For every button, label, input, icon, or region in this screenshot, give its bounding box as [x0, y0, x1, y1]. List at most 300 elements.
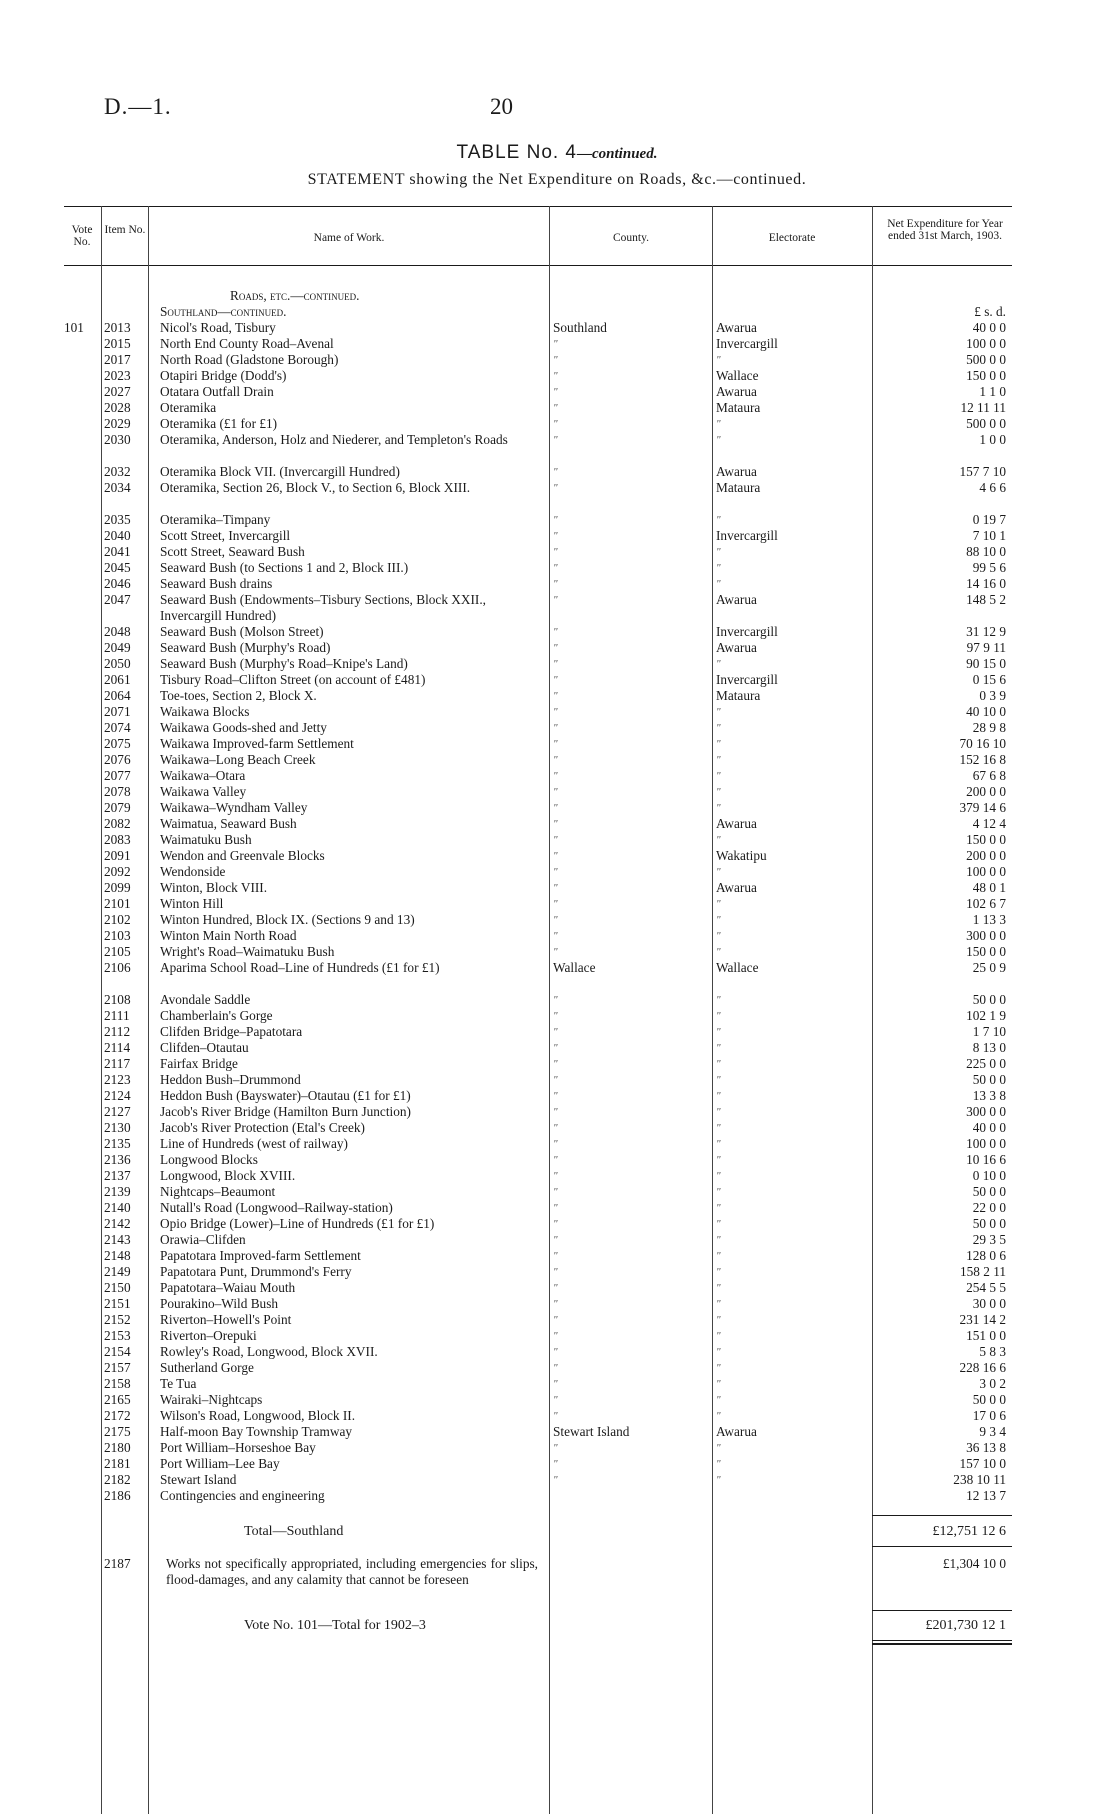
- electorate-cell: ": [716, 1042, 721, 1054]
- county-cell: ": [553, 1442, 558, 1454]
- amount-cell: 4 12 4: [972, 816, 1006, 831]
- amount-cell: 150 0 0: [966, 368, 1006, 383]
- item-number: 2017: [104, 352, 131, 367]
- work-name: Scott Street, Seaward Bush: [160, 544, 305, 559]
- county-cell: ": [553, 530, 558, 542]
- table-row: [0, 848, 1114, 864]
- item-number: 2041: [104, 544, 131, 559]
- item-number: 2061: [104, 672, 131, 687]
- works-label: Works not specifically appropriated, including emergencies for slips, flood-damages, and any calamity that cannot be foreseen: [166, 1556, 538, 1587]
- table-row: [0, 368, 1114, 384]
- amount-cell: 5 8 3: [979, 1344, 1006, 1359]
- total-southland-label: Total—Southland: [244, 1524, 344, 1539]
- table-row: [0, 1088, 1114, 1104]
- electorate-cell: ": [716, 738, 721, 750]
- county-cell: ": [553, 930, 558, 942]
- table-row: [0, 784, 1114, 800]
- electorate-cell: ": [716, 1474, 721, 1486]
- county-cell: ": [553, 946, 558, 958]
- table-row: [0, 1296, 1114, 1312]
- electorate-cell: ": [716, 1218, 721, 1230]
- amount-cell: 12 11 11: [960, 400, 1006, 415]
- county-cell: Southland: [553, 320, 607, 335]
- electorate-cell: Mataura: [716, 688, 761, 703]
- electorate-cell: Invercargill: [716, 528, 778, 543]
- total-southland-row: [0, 1524, 1114, 1540]
- item-number: 2029: [104, 416, 131, 431]
- item-number: 2157: [104, 1360, 131, 1375]
- amount-cell: 48 0 1: [972, 880, 1006, 895]
- table-row: [0, 1216, 1114, 1232]
- works-item-number: 2187: [104, 1556, 131, 1571]
- county-cell: ": [553, 1106, 558, 1118]
- electorate-cell: ": [716, 770, 721, 782]
- county-cell: ": [553, 418, 558, 430]
- works-row: [0, 1556, 1114, 1604]
- item-number: 2101: [104, 896, 131, 911]
- amount-cell: 4 6 6: [979, 480, 1006, 495]
- county-cell: ": [553, 386, 558, 398]
- table-row: [0, 1152, 1114, 1168]
- item-number: 2108: [104, 992, 131, 1007]
- section-roads: [0, 288, 1114, 304]
- work-name: Seaward Bush (Endowments–Tisbury Sections, Block XXII., Invercargill Hundred): [160, 592, 487, 623]
- amount-cell: 12 13 7: [966, 1488, 1006, 1503]
- item-number: 2074: [104, 720, 131, 735]
- amount-cell: 25 0 9: [972, 960, 1006, 975]
- county-cell: ": [553, 1218, 558, 1230]
- county-cell: ": [553, 786, 558, 798]
- electorate-cell: ": [716, 1330, 721, 1342]
- table-row: [0, 816, 1114, 832]
- work-name: Seaward Bush (Murphy's Road): [160, 640, 331, 655]
- item-number: 2149: [104, 1264, 131, 1279]
- works-amount: £1,304 10 0: [942, 1556, 1006, 1571]
- work-name: Nicol's Road, Tisbury: [160, 320, 276, 335]
- table-row: [0, 1136, 1114, 1152]
- amount-cell: 17 0 6: [972, 1408, 1006, 1423]
- table-row: [0, 1184, 1114, 1200]
- electorate-cell: ": [716, 1122, 721, 1134]
- work-name: Riverton–Orepuki: [160, 1328, 257, 1343]
- table-row: [0, 1200, 1114, 1216]
- vote-total-rule-bottom-2: [872, 1643, 1012, 1645]
- county-cell: ": [553, 802, 558, 814]
- table-row: [0, 624, 1114, 640]
- vote-number: 101: [64, 320, 84, 335]
- amount-cell: 150 0 0: [966, 832, 1006, 847]
- electorate-cell: ": [716, 914, 721, 926]
- colhead-item: Item No.: [104, 224, 146, 236]
- item-number: 2049: [104, 640, 131, 655]
- item-number: 2050: [104, 656, 131, 671]
- item-number: 2076: [104, 752, 131, 767]
- electorate-cell: Awarua: [716, 1424, 757, 1439]
- item-number: 2023: [104, 368, 131, 383]
- table-row: [0, 1360, 1114, 1376]
- county-cell: ": [553, 1378, 558, 1390]
- table-row: [0, 1040, 1114, 1056]
- work-name: Scott Street, Invercargill: [160, 528, 291, 543]
- county-cell: ": [553, 674, 558, 686]
- vote-total-label: Vote No. 101—Total for 1902–3: [244, 1618, 426, 1633]
- electorate-cell: ": [716, 1362, 721, 1374]
- work-name: Heddon Bush–Drummond: [160, 1072, 301, 1087]
- table-row: [0, 720, 1114, 736]
- work-name: Winton, Block VIII.: [160, 880, 268, 895]
- amount-cell: 200 0 0: [966, 848, 1006, 863]
- item-number: 2103: [104, 928, 131, 943]
- item-number: 2139: [104, 1184, 131, 1199]
- electorate-cell: ": [716, 1026, 721, 1038]
- item-number: 2013: [104, 320, 131, 335]
- colhead-county: County.: [613, 232, 649, 244]
- table-row: [0, 1456, 1114, 1472]
- county-cell: ": [553, 754, 558, 766]
- table-row: [0, 1328, 1114, 1344]
- table-row: [0, 464, 1114, 480]
- county-cell: ": [553, 994, 558, 1006]
- item-number: 2151: [104, 1296, 131, 1311]
- electorate-cell: ": [716, 562, 721, 574]
- amount-cell: 67 6 8: [972, 768, 1006, 783]
- electorate-cell: ": [716, 1394, 721, 1406]
- table-row: [0, 1120, 1114, 1136]
- electorate-cell: Wallace: [716, 368, 759, 383]
- amount-cell: 36 13 8: [966, 1440, 1006, 1455]
- total-southland-rule: [872, 1515, 1012, 1516]
- county-cell: ": [553, 338, 558, 350]
- amount-cell: 150 0 0: [966, 944, 1006, 959]
- table-row: [0, 768, 1114, 784]
- amount-cell: 152 16 8: [959, 752, 1006, 767]
- table-row: [0, 912, 1114, 928]
- colhead-name: Name of Work.: [313, 232, 385, 244]
- amount-cell: 238 10 11: [953, 1472, 1006, 1487]
- amount-cell: 0 3 9: [979, 688, 1006, 703]
- county-cell: ": [553, 1346, 558, 1358]
- amount-cell: 90 15 0: [966, 656, 1006, 671]
- table-row: [0, 1232, 1114, 1248]
- item-number: 2182: [104, 1472, 131, 1487]
- electorate-cell: Wallace: [716, 960, 759, 975]
- county-cell: ": [553, 1458, 558, 1470]
- electorate-cell: ": [716, 514, 721, 526]
- table-row: [0, 512, 1114, 528]
- amount-cell: 50 0 0: [972, 1392, 1006, 1407]
- work-name: Riverton–Howell's Point: [160, 1312, 292, 1327]
- county-cell: ": [553, 466, 558, 478]
- item-number: 2152: [104, 1312, 131, 1327]
- electorate-cell: ": [716, 1250, 721, 1262]
- county-cell: ": [553, 642, 558, 654]
- county-cell: ": [553, 1010, 558, 1022]
- county-cell: ": [553, 514, 558, 526]
- county-cell: ": [553, 866, 558, 878]
- electorate-cell: ": [716, 1442, 721, 1454]
- work-name: Contingencies and engineering: [160, 1488, 325, 1503]
- electorate-cell: ": [716, 578, 721, 590]
- work-name: Oteramika, Section 26, Block V., to Section 6, Block XIII.: [160, 480, 471, 495]
- amount-cell: 7 10 1: [972, 528, 1006, 543]
- item-number: 2154: [104, 1344, 131, 1359]
- electorate-cell: ": [716, 1314, 721, 1326]
- county-cell: Stewart Island: [553, 1424, 630, 1439]
- amount-cell: 300 0 0: [966, 1104, 1006, 1119]
- electorate-cell: ": [716, 1138, 721, 1150]
- electorate-cell: ": [716, 354, 721, 366]
- amount-cell: 158 2 11: [959, 1264, 1006, 1279]
- amount-cell: 30 0 0: [972, 1296, 1006, 1311]
- county-cell: ": [553, 402, 558, 414]
- table-row: [0, 1408, 1114, 1424]
- work-name: Winton Hill: [160, 896, 224, 911]
- electorate-cell: ": [716, 1234, 721, 1246]
- amount-cell: 50 0 0: [972, 1216, 1006, 1231]
- electorate-cell: ": [716, 834, 721, 846]
- work-name: Wright's Road–Waimatuku Bush: [160, 944, 335, 959]
- vote-total-rule-top: [872, 1610, 1012, 1611]
- electorate-cell: Awarua: [716, 816, 757, 831]
- work-name: Oteramika–Timpany: [160, 512, 271, 527]
- table-row: [0, 432, 1114, 464]
- work-name: North Road (Gladstone Borough): [160, 352, 339, 367]
- amount-cell: 379 14 6: [959, 800, 1006, 815]
- table-title-main: TABLE No. 4: [456, 142, 578, 163]
- work-name: Heddon Bush (Bayswater)–Otautau (£1 for £1): [160, 1088, 411, 1103]
- county-cell: ": [553, 1138, 558, 1150]
- work-name: Half-moon Bay Township Tramway: [160, 1424, 352, 1439]
- work-name: Jacob's River Bridge (Hamilton Burn Junction): [160, 1104, 411, 1119]
- doc-reference: D.—1.: [104, 94, 172, 119]
- county-cell: ": [553, 1154, 558, 1166]
- amount-cell: 228 16 6: [959, 1360, 1006, 1375]
- table-title: [0, 142, 1114, 164]
- section-southland-label: Southland—continued.: [160, 304, 287, 319]
- table-row: [0, 544, 1114, 560]
- work-name: Winton Main North Road: [160, 928, 297, 943]
- work-name: Wairaki–Nightcaps: [160, 1392, 263, 1407]
- amount-cell: 40 0 0: [972, 320, 1006, 335]
- item-number: 2143: [104, 1232, 131, 1247]
- item-number: 2106: [104, 960, 131, 975]
- work-name: Longwood Blocks: [160, 1152, 258, 1167]
- table-row: [0, 1472, 1114, 1488]
- table-row: [0, 832, 1114, 848]
- electorate-cell: ": [716, 706, 721, 718]
- county-cell: ": [553, 834, 558, 846]
- item-number: 2047: [104, 592, 131, 607]
- county-cell: ": [553, 658, 558, 670]
- work-name: Seaward Bush (to Sections 1 and 2, Block III.): [160, 560, 409, 575]
- electorate-cell: ": [716, 1266, 721, 1278]
- table-row: [0, 592, 1114, 624]
- work-name: Wilson's Road, Longwood, Block II.: [160, 1408, 356, 1423]
- table-row: [0, 1392, 1114, 1408]
- work-name: Seaward Bush (Molson Street): [160, 624, 324, 639]
- work-name: Waimatuku Bush: [160, 832, 252, 847]
- county-cell: ": [553, 1202, 558, 1214]
- item-number: 2137: [104, 1168, 131, 1183]
- county-cell: ": [553, 562, 558, 574]
- amount-cell: 3 0 2: [979, 1376, 1006, 1391]
- electorate-cell: ": [716, 946, 721, 958]
- item-number: 2046: [104, 576, 131, 591]
- item-number: 2032: [104, 464, 131, 479]
- table-row: [0, 928, 1114, 944]
- electorate-cell: Awarua: [716, 384, 757, 399]
- item-number: 2150: [104, 1280, 131, 1295]
- amount-cell: 1 1 0: [979, 384, 1006, 399]
- county-cell: ": [553, 370, 558, 382]
- table-row: [0, 1312, 1114, 1328]
- item-number: 2114: [104, 1040, 131, 1055]
- electorate-cell: ": [716, 722, 721, 734]
- table-row: [0, 960, 1114, 992]
- county-cell: ": [553, 546, 558, 558]
- electorate-cell: ": [716, 658, 721, 670]
- colhead-net-expenditure: Net Expenditure for Year ended 31st March, 1903.: [887, 218, 1003, 242]
- electorate-cell: ": [716, 546, 721, 558]
- item-number: 2148: [104, 1248, 131, 1263]
- electorate-cell: ": [716, 1010, 721, 1022]
- electorate-cell: Invercargill: [716, 336, 778, 351]
- work-name: Stewart Island: [160, 1472, 237, 1487]
- county-cell: ": [553, 1474, 558, 1486]
- table-row: [0, 1264, 1114, 1280]
- table-row: [0, 400, 1114, 416]
- item-number: 2153: [104, 1328, 131, 1343]
- table-row: [0, 416, 1114, 432]
- county-cell: Wallace: [553, 960, 596, 975]
- amount-cell: 50 0 0: [972, 1184, 1006, 1199]
- table-row: [0, 1072, 1114, 1088]
- work-name: Seaward Bush (Murphy's Road–Knipe's Land): [160, 656, 408, 671]
- item-number: 2028: [104, 400, 131, 415]
- county-cell: ": [553, 434, 558, 446]
- electorate-cell: ": [716, 418, 721, 430]
- electorate-cell: Invercargill: [716, 672, 778, 687]
- county-cell: ": [553, 1298, 558, 1310]
- work-name: Aparima School Road–Line of Hundreds (£1 for £1): [160, 960, 440, 975]
- work-name: Waimatua, Seaward Bush: [160, 816, 297, 831]
- county-cell: ": [553, 738, 558, 750]
- electorate-cell: ": [716, 866, 721, 878]
- work-name: Oteramika (£1 for £1): [160, 416, 278, 431]
- amount-cell: 1 7 10: [972, 1024, 1006, 1039]
- work-name: Rowley's Road, Longwood, Block XVII.: [160, 1344, 378, 1359]
- amount-cell: 500 0 0: [966, 352, 1006, 367]
- electorate-cell: ": [716, 1346, 721, 1358]
- work-name: Avondale Saddle: [160, 992, 251, 1007]
- item-number: 2172: [104, 1408, 131, 1423]
- vote-total-rule-bottom-1: [872, 1640, 1012, 1641]
- county-cell: ": [553, 1234, 558, 1246]
- amount-cell: 500 0 0: [966, 416, 1006, 431]
- work-name: Otapiri Bridge (Dodd's): [160, 368, 287, 383]
- county-cell: ": [553, 1090, 558, 1102]
- item-number: 2048: [104, 624, 131, 639]
- county-cell: ": [553, 898, 558, 910]
- table-row: [0, 736, 1114, 752]
- table-row: [0, 336, 1114, 352]
- work-name: Waikawa Blocks: [160, 704, 250, 719]
- amount-cell: 50 0 0: [972, 992, 1006, 1007]
- electorate-cell: ": [716, 1154, 721, 1166]
- county-cell: ": [553, 722, 558, 734]
- table-row: [0, 640, 1114, 656]
- item-number: 2136: [104, 1152, 131, 1167]
- county-cell: ": [553, 914, 558, 926]
- county-cell: ": [553, 770, 558, 782]
- amount-cell: 13 3 8: [972, 1088, 1006, 1103]
- table-row: [0, 1104, 1114, 1120]
- amount-cell: 100 0 0: [966, 336, 1006, 351]
- work-name: Tisbury Road–Clifton Street (on account of £481): [160, 672, 426, 687]
- county-cell: ": [553, 1394, 558, 1406]
- table-row: [0, 1344, 1114, 1360]
- work-name: Wendon and Greenvale Blocks: [160, 848, 325, 863]
- item-number: 2064: [104, 688, 131, 703]
- work-name: Waikawa Valley: [160, 784, 247, 799]
- item-number: 2077: [104, 768, 131, 783]
- amount-cell: 148 5 2: [966, 592, 1006, 607]
- item-number: 2140: [104, 1200, 131, 1215]
- electorate-cell: Mataura: [716, 480, 761, 495]
- item-number: 2015: [104, 336, 131, 351]
- electorate-cell: ": [716, 1170, 721, 1182]
- item-number: 2079: [104, 800, 131, 815]
- work-name: Papatotara Punt, Drummond's Ferry: [160, 1264, 352, 1279]
- county-cell: ": [553, 1250, 558, 1262]
- item-number: 2027: [104, 384, 131, 399]
- table-row: [0, 1024, 1114, 1040]
- amount-cell: 157 10 0: [959, 1456, 1006, 1471]
- work-name: Waikawa Goods-shed and Jetty: [160, 720, 327, 735]
- work-name: Otatara Outfall Drain: [160, 384, 274, 399]
- work-name: Waikawa Improved-farm Settlement: [160, 736, 354, 751]
- statement-title: STATEMENT showing the Net Expenditure on Roads, &c.—continued.: [307, 171, 807, 188]
- item-number: 2135: [104, 1136, 131, 1151]
- electorate-cell: ": [716, 1106, 721, 1118]
- amount-cell: 99 5 6: [972, 560, 1006, 575]
- electorate-cell: Awarua: [716, 464, 757, 479]
- amount-cell: 31 12 9: [966, 624, 1006, 639]
- table-row: [0, 672, 1114, 688]
- amount-cell: 0 15 6: [972, 672, 1006, 687]
- electorate-cell: ": [716, 1202, 721, 1214]
- table-row: [0, 528, 1114, 544]
- table-row: [0, 1056, 1114, 1072]
- amount-cell: 231 14 2: [959, 1312, 1006, 1327]
- table-row: [0, 992, 1114, 1008]
- item-number: 2105: [104, 944, 131, 959]
- work-name: Seaward Bush drains: [160, 576, 273, 591]
- electorate-cell: ": [716, 802, 721, 814]
- item-number: 2102: [104, 912, 131, 927]
- county-cell: ": [553, 1074, 558, 1086]
- item-number: 2092: [104, 864, 131, 879]
- work-name: Oteramika, Anderson, Holz and Niederer, and Templeton's Roads: [160, 432, 508, 447]
- amount-cell: 100 0 0: [966, 1136, 1006, 1151]
- item-number: 2078: [104, 784, 131, 799]
- vote-total-row: [0, 1618, 1114, 1634]
- item-number: 2127: [104, 1104, 131, 1119]
- item-number: 2181: [104, 1456, 131, 1471]
- item-number: 2130: [104, 1120, 131, 1135]
- table-row: [0, 480, 1114, 512]
- work-name: Te Tua: [160, 1376, 197, 1391]
